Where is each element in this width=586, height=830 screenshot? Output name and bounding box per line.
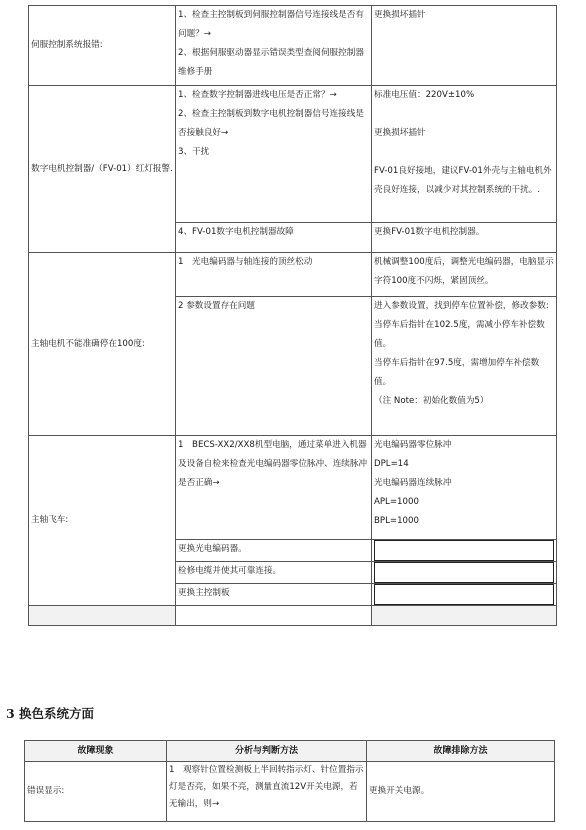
- symptom-cell: 主轴飞车:: [29, 436, 176, 606]
- column-header: 分析与判断方法: [167, 741, 367, 762]
- solution-cell: 标准电压值：220V±10% 更换损坏插针 FV-01良好接地，建议FV-01外壳与主轴电机外壳良好连接，以减少对其控制系统的干扰。.: [372, 86, 557, 223]
- solution-cell: 机械调整100度后，调整光电编码器，电脑显示字符100度不闪烁，紧固顶丝。: [372, 253, 557, 297]
- column-header: 故障排除方法: [367, 741, 555, 762]
- table-row: [25, 762, 555, 822]
- solution-cell: [372, 540, 557, 562]
- fault-table: [28, 5, 557, 626]
- empty-input-box: [374, 584, 554, 605]
- solution-cell: 进入参数设置，找到停车位置补偿，修改参数: 当停车后指针在102.5度，需减小停车补偿数值。 当停车后指针在97.5度，需增加停车补偿数值。 （注 Note：初始化数值为5）: [372, 297, 557, 436]
- table-row: [29, 606, 557, 626]
- table-row: [29, 436, 557, 540]
- analysis-cell: 1 BECS-XX2/XX8机型电脑，通过菜单进入机器及设备自检来检查光电编码器零位脉冲、连续脉冲是否正确→: [176, 436, 372, 540]
- solution-cell: 更换FV-01数字电机控制器。: [372, 223, 557, 253]
- table-row: [29, 253, 557, 297]
- symptom-cell: 主轴电机不能准确停在100度:: [29, 253, 176, 436]
- analysis-cell: 更换光电编码器。: [176, 540, 372, 562]
- table-row: [29, 86, 557, 223]
- empty-cell: [372, 606, 557, 626]
- analysis-cell: 2 参数设置存在问题: [176, 297, 372, 436]
- solution-cell: [372, 562, 557, 584]
- analysis-cell: 检修电缆并使其可靠连接。: [176, 562, 372, 584]
- empty-input-box: [374, 562, 554, 583]
- solution-cell: 更换损坏插针: [372, 6, 557, 86]
- solution-cell: 更换开关电源。: [367, 762, 555, 822]
- symptom-cell: 伺服控制系统报错:: [29, 6, 176, 86]
- analysis-cell: 1、检查数字控制器进线电压是否正常？→ 2、检查主控制板到数字电机控制器信号连接线是否接触良好→ 3、干扰: [176, 86, 372, 223]
- solution-cell: [372, 584, 557, 606]
- analysis-cell: 更换主控制板: [176, 584, 372, 606]
- symptom-cell: 数字电机控制器/（FV-01）红灯报警.: [29, 86, 176, 253]
- solution-cell: 光电编码器零位脉冲 DPL=14 光电编码器连续脉冲 APL=1000 BPL=1000: [372, 436, 557, 540]
- analysis-cell: 1 光电编码器与轴连接的顶丝松动: [176, 253, 372, 297]
- column-header: 故障现象: [25, 741, 167, 762]
- empty-cell: [29, 606, 176, 626]
- analysis-cell: 1 观察针位置检测板上半回转指示灯、针位置指示灯是否亮，如果不亮，测量直流12V开关电源，若无输出，则→: [167, 762, 367, 822]
- empty-cell: [176, 606, 372, 626]
- symptom-cell: 错误显示:: [25, 762, 167, 822]
- section-heading: 3 换色系统方面: [6, 706, 95, 721]
- analysis-cell: 4、FV-01数字电机控制器故障: [176, 223, 372, 253]
- color-change-fault-table: [24, 740, 555, 822]
- table-header-row: [25, 741, 555, 762]
- table-row: [29, 6, 557, 86]
- empty-input-box: [374, 540, 554, 561]
- analysis-cell: 1、检查主控制板到伺服控制器信号连接线是否有问题？→ 2、根据伺服驱动器显示错误类型查阅伺服控制器维修手册: [176, 6, 372, 86]
